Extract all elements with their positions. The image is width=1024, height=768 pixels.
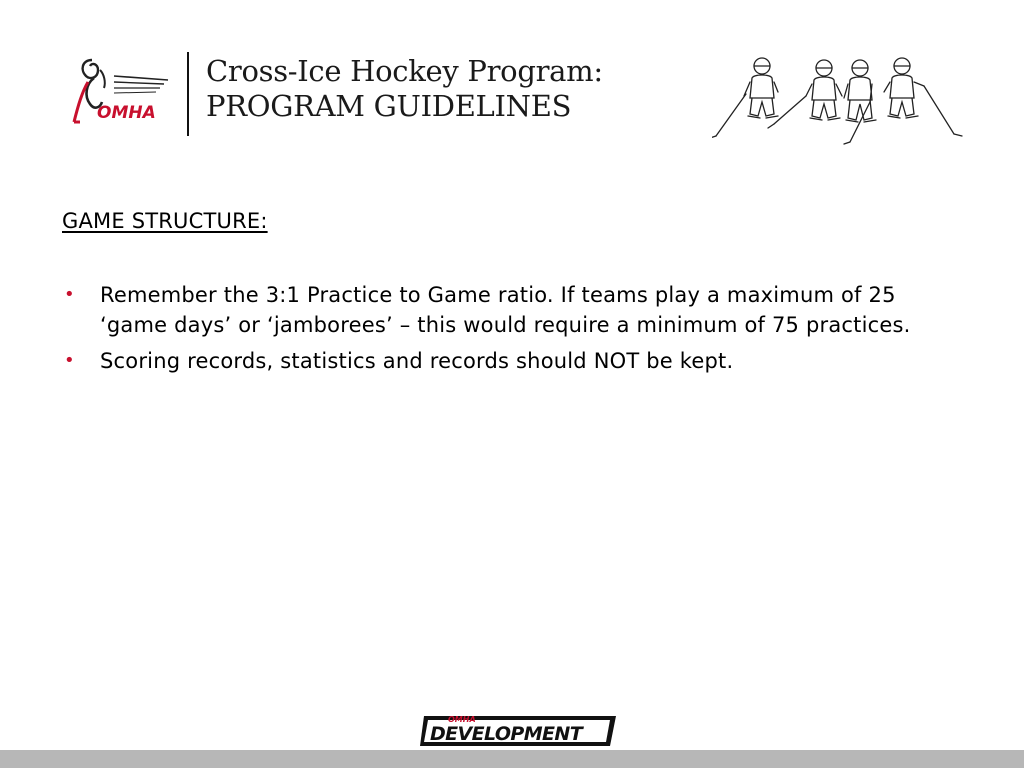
list-item-text: Remember the 3:1 Practice to Game ratio. If teams play a maximum of 25 ‘game days’ or ‘jamborees’ – this would require a minimum of 75 practices. xyxy=(100,283,911,337)
list-item xyxy=(62,346,962,376)
hockey-players-illustration xyxy=(712,52,968,148)
list-item-text: Scoring records, statistics and records should NOT be kept. xyxy=(100,349,734,373)
player-4 xyxy=(884,58,962,136)
bullet-list xyxy=(62,280,962,382)
svg-text:DEVELOPMENT: DEVELOPMENT xyxy=(430,723,583,745)
player-1 xyxy=(712,58,778,138)
header-divider xyxy=(187,52,189,136)
bullet-icon: • xyxy=(64,284,75,305)
title-line-1: Cross-Ice Hockey Program: xyxy=(206,54,603,88)
omha-development-logo xyxy=(420,708,620,750)
bullet-icon: • xyxy=(64,350,75,371)
player-2 xyxy=(768,60,842,128)
omha-logo-icon xyxy=(64,52,174,132)
player-3 xyxy=(844,60,876,144)
page-title xyxy=(206,54,603,124)
section-heading: GAME STRUCTURE: xyxy=(62,209,268,233)
list-item xyxy=(62,280,962,340)
svg-text:OMHA: OMHA xyxy=(97,103,156,123)
svg-text:OMHA: OMHA xyxy=(448,715,476,724)
footer-bar xyxy=(0,750,1024,768)
title-line-2: PROGRAM GUIDELINES xyxy=(206,89,572,123)
